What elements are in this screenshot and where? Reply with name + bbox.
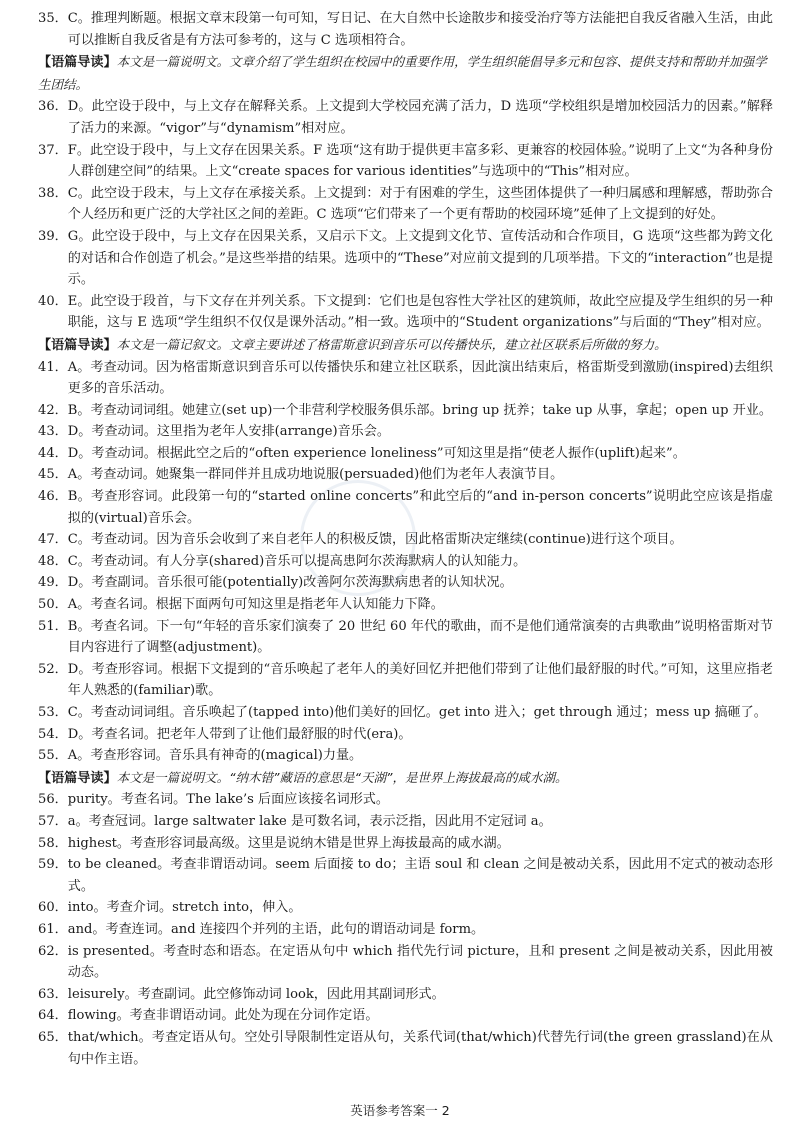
- guide-text: 本文是一篇说明文。文章介绍了学生组织在校园中的重要作用，学生组织能倡导多元和包容、提供支持和帮助并加强学生团结。: [38, 54, 767, 92]
- answer-item: [38, 140, 773, 183]
- answer-explanation: E。此空设于段首，与下文存在并列关系。下文提到：它们也是包容性大学社区的建筑师，故此空应提及学生组织的另一种职能，这与 E 选项“学生组织不仅仅是课外活动。”相一致。选项中的“Student organizations”与后面的“They”相对应。: [67, 293, 773, 331]
- answer-number: 52．: [38, 661, 68, 677]
- answer-number: 35．: [38, 11, 68, 26]
- answer-number: 57．: [38, 813, 68, 829]
- answer-item: [38, 96, 773, 139]
- answer-number: 60．: [38, 900, 68, 916]
- answer-item: [38, 745, 773, 767]
- answer-item: [38, 897, 773, 919]
- answer-item: [38, 291, 773, 334]
- answer-item: [38, 486, 773, 529]
- answer-item: [38, 659, 773, 702]
- answer-number: 56．: [38, 792, 68, 808]
- answer-item: [38, 702, 773, 724]
- answer-explanation: and。考查连词。and 连接四个并列的主语，此句的谓语动词是 form。: [67, 921, 485, 937]
- answer-number: 51．: [38, 618, 68, 634]
- answer-number: 38．: [38, 185, 68, 201]
- answer-explanation: C。考查动词。有人分享(shared)音乐可以提高患阿尔茨海默病人的认知能力。: [67, 553, 527, 569]
- answer-number: 47．: [38, 532, 68, 548]
- answer-item: [38, 421, 773, 443]
- answer-explanation: leisurely。考查副词。此空修饰动词 look，因此用其副词形式。: [67, 986, 445, 1002]
- answer-number: 61．: [38, 921, 68, 937]
- answer-explanation: C。考查动词。因为音乐会收到了来自老年人的积极反馈，因此格雷斯决定继续(continue)进行这个项目。: [67, 532, 683, 548]
- answer-number: 50．: [38, 597, 68, 613]
- guide-text: 本文是一篇记叙文。文章主要讲述了格雷斯意识到音乐可以传播快乐，建立社区联系后所做的努力。: [116, 336, 667, 352]
- answer-number: 54．: [38, 726, 68, 742]
- answer-explanation: C。此空设于段末，与上文存在承接关系。上文提到：对于有困难的学生，这些团体提供了一种归属感和理解感，帮助弥合个人经历和更广泛的大学社区之间的差距。C 选项“它们带来了一个更有帮助的校园环境”延伸了上文提到的好处。: [67, 185, 773, 223]
- answer-item: [38, 811, 773, 833]
- guide-tag: 【语篇导读】: [38, 55, 117, 71]
- answer-explanation: F。此空设于段中，与上文存在因果关系。F 选项“这有助于提供更丰富多彩、更兼容的校园体验。”说明了上文“为各种身份人群创建空间”的结果。上文“create spaces for various identities”与选项中的“This”相对应。: [67, 142, 773, 180]
- answer-number: 62．: [38, 943, 68, 959]
- passage-guide: [38, 51, 773, 96]
- answer-item: [38, 551, 773, 573]
- answer-item: [38, 594, 773, 616]
- answer-item: [38, 833, 773, 855]
- answer-explanation: B。考查形容词。此段第一句的“started online concerts”和此空后的“and in-person concerts”说明此空应该是指虚拟的(virtual)音乐会。: [67, 489, 773, 526]
- answer-item: [38, 941, 773, 984]
- answer-item: [38, 572, 773, 594]
- answer-number: 39．: [38, 228, 68, 244]
- answer-number: 42．: [38, 402, 68, 418]
- answer-number: 64．: [38, 1008, 68, 1024]
- answer-explanation: A。考查名词。根据下面两句可知这里是指老年人认知能力下降。: [67, 597, 444, 613]
- passage-guide: [38, 334, 773, 357]
- answer-item: [38, 8, 773, 51]
- answer-document: [38, 8, 773, 1070]
- answer-explanation: D。考查形容词。根据下文提到的“音乐唤起了老年人的美好回忆并把他们带到了让他们最舒服的时代。”可知，这里应指老年人熟悉的(familiar)歌。: [67, 661, 773, 699]
- answer-explanation: to be cleaned。考查非谓语动词。seem 后面接 to do；主语 soul 和 clean 之间是被动关系，因此用不定式的被动态形式。: [67, 857, 773, 894]
- answer-item: [38, 854, 773, 897]
- answer-item: [38, 984, 773, 1006]
- answer-number: 36．: [38, 99, 68, 115]
- answer-explanation: B。考查动词词组。她建立(set up)一个非营利学校服务俱乐部。bring up 抚养；take up 从事，拿起；open up 开业。: [67, 402, 772, 418]
- answer-number: 48．: [38, 553, 68, 569]
- answer-explanation: D。考查副词。音乐很可能(potentially)改善阿尔茨海默病患者的认知状况。: [67, 575, 513, 591]
- answer-explanation: purity。考查名词。The lake’s 后面应该接名词形式。: [67, 792, 389, 808]
- guide-text: 本文是一篇说明文。“纳木错”藏语的意思是“天湖”，是世界上海拔最高的咸水湖。: [116, 769, 568, 785]
- answer-number: 37．: [38, 142, 68, 158]
- answer-number: 44．: [38, 445, 68, 461]
- answer-explanation: G。此空设于段中，与上文存在因果关系，又启示下文。上文提到文化节、宣传活动和合作项目，G 选项“这些都为跨文化的对话和合作创造了机会。”是这些举措的结果。选项中的“These”对应前文提到的几项举措。下文的“interaction”也是提示。: [67, 228, 773, 288]
- answer-explanation: D。此空设于段中，与上文存在解释关系。上文提到大学校园充满了活力，D 选项“学校组织是增加校园活力的因素。”解释了活力的来源。“vigor”与“dynamism”相对应。: [67, 99, 773, 136]
- guide-tag: 【语篇导读】: [38, 337, 117, 353]
- answer-number: 63．: [38, 986, 68, 1002]
- passage-guide: [38, 767, 773, 790]
- answer-number: 40．: [38, 293, 68, 309]
- answer-item: [38, 443, 773, 465]
- answer-item: [38, 183, 773, 226]
- answer-explanation: A。考查动词。她聚集一群同伴并且成功地说服(persuaded)他们为老年人表演节目。: [67, 467, 564, 483]
- answer-number: 58．: [38, 835, 68, 851]
- answer-number: 53．: [38, 705, 68, 720]
- answer-explanation: D。考查名词。把老年人带到了让他们最舒服的时代(era)。: [67, 726, 412, 742]
- answer-explanation: C。考查动词词组。音乐唤起了(tapped into)他们美好的回忆。get into 进入；get through 通过；mess up 搞砸了。: [67, 705, 767, 720]
- answer-item: [38, 529, 773, 551]
- answer-item: [38, 616, 773, 659]
- answer-item: [38, 464, 773, 486]
- answer-explanation: A。考查形容词。音乐具有神奇的(magical)力量。: [67, 748, 363, 764]
- answer-item: [38, 226, 773, 291]
- answer-item: [38, 1027, 773, 1070]
- answer-explanation: into。考查介词。stretch into，伸入。: [67, 900, 302, 916]
- answer-item: [38, 357, 773, 400]
- answer-explanation: C。推理判断题。根据文章末段第一句可知，写日记、在大自然中长途散步和接受治疗等方法能把自我反省融入生活，由此可以推断自我反省是有方法可参考的，这与 C 选项相符合。: [67, 11, 773, 48]
- answer-number: 41．: [38, 359, 68, 375]
- answer-item: [38, 789, 773, 811]
- answer-explanation: D。考查动词。根据此空之后的“often experience loneliness”可知这里是指“使老人振作(uplift)起来”。: [67, 445, 686, 461]
- page-footer: 英语参考答案一 2: [350, 1103, 450, 1118]
- answer-number: 59．: [38, 857, 68, 873]
- answer-item: [38, 400, 773, 422]
- answer-item: [38, 1005, 773, 1027]
- answer-number: 43．: [38, 424, 68, 440]
- answer-item: [38, 919, 773, 941]
- answer-explanation: D。考查动词。这里指为老年人安排(arrange)音乐会。: [67, 424, 390, 440]
- answer-number: 55．: [38, 748, 68, 764]
- answer-explanation: that/which。考查定语从句。空处引导限制性定语从句，关系代词(that/which)代替先行词(the green grassland)在从句中作主语。: [67, 1029, 773, 1067]
- answer-explanation: a。考查冠词。large saltwater lake 是可数名词，表示泛指，因此用不定冠词 a。: [67, 813, 552, 829]
- answer-number: 49．: [38, 575, 68, 591]
- answer-explanation: A。考查动词。因为格雷斯意识到音乐可以传播快乐和建立社区联系，因此演出结束后，格雷斯受到激励(inspired)去组织更多的音乐活动。: [67, 359, 773, 397]
- answer-explanation: flowing。考查非谓语动词。此处为现在分词作定语。: [67, 1008, 379, 1024]
- answer-number: 45．: [38, 467, 68, 483]
- guide-tag: 【语篇导读】: [38, 770, 117, 786]
- answer-number: 46．: [38, 489, 68, 505]
- answer-number: 65．: [38, 1029, 68, 1045]
- answer-explanation: is presented。考查时态和语态。在定语从句中 which 指代先行词 picture，且和 present 之间是被动关系，因此用被动态。: [67, 943, 773, 981]
- answer-explanation: B。考查名词。下一句“年轻的音乐家们演奏了 20 世纪 60 年代的歌曲，而不是他们通常演奏的古典歌曲”说明格雷斯对节目内容进行了调整(adjustment)。: [67, 618, 773, 656]
- answer-item: [38, 724, 773, 746]
- answer-explanation: highest。考查形容词最高级。这里是说纳木错是世界上海拔最高的咸水湖。: [67, 835, 510, 851]
